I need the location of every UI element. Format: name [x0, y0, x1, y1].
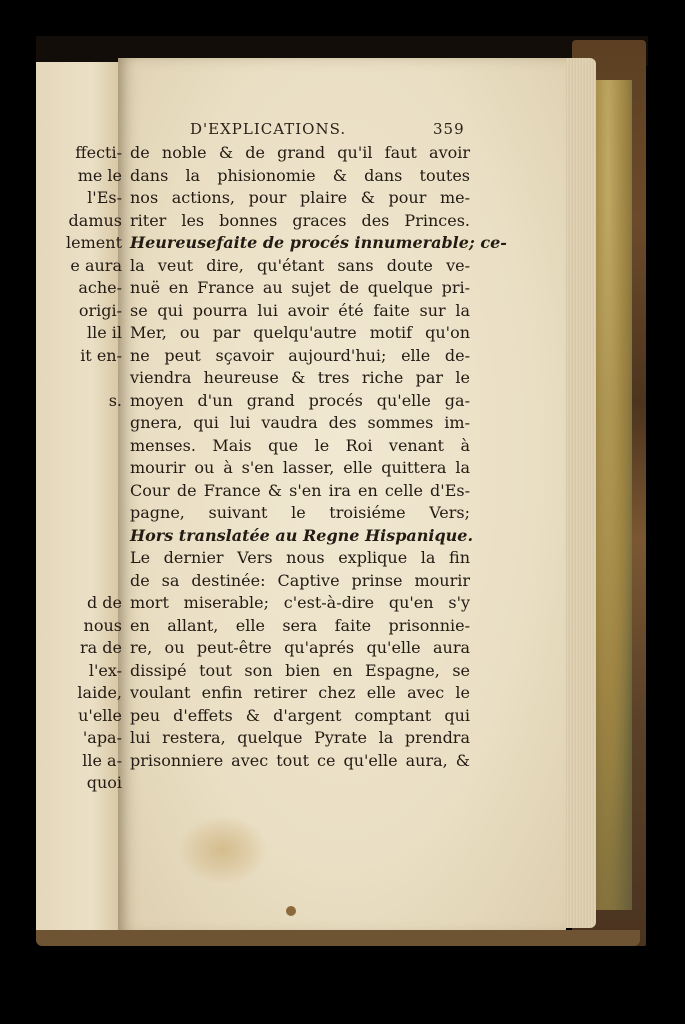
text-line: mourir ou à s'en lasser, elle quittera la [130, 458, 470, 477]
text-line: menses. Mais que le Roi venant à [130, 435, 470, 455]
left-page-fragment: lle a- [82, 750, 122, 770]
text-line: Heureusefaite de procés innumerable; ce- [130, 233, 507, 252]
text-line: nos actions, pour plaire & pour me- [130, 188, 470, 207]
left-page-fragment: lle il [86, 323, 122, 342]
text-line: peu d'effets & d'argent comptant qui [130, 705, 470, 725]
text-line: voulant enfin retirer chez elle avec le [130, 683, 470, 702]
left-page-fragment [36, 412, 122, 435]
text-line: Hors translatée au Regne Hispanique. [130, 525, 474, 545]
text-line: prisonniere avec tout ce qu'elle aura, & [130, 750, 470, 770]
left-page-fragment: ache- [78, 278, 122, 297]
text-line: lui restera, quelque Pyrate la prendra [130, 728, 470, 747]
text-line: re, ou peut-être qu'aprés qu'elle aura [130, 638, 470, 657]
left-page-fragment: quoi [86, 773, 122, 792]
text-line: viendra heureuse & tres riche par le [130, 368, 470, 387]
text-line: la veut dire, qu'étant sans doute ve- [130, 255, 470, 275]
left-page-fragment [36, 435, 122, 458]
left-page-fragment: l'ex- [88, 660, 122, 680]
left-page-fragment: d de [86, 593, 122, 612]
left-page-fragment: s. [108, 390, 122, 410]
text-line: dans la phisionomie & dans toutes [130, 165, 470, 185]
left-page-fragment: it en- [80, 345, 122, 365]
left-page-fragment [36, 480, 122, 503]
text-line: se qui pourra lui avoir été faite sur la [130, 300, 470, 320]
left-page-fragment: laide, [77, 683, 122, 702]
left-page-text [36, 142, 122, 795]
left-page-fragment: 'apa- [82, 728, 122, 747]
left-page-fragment: damus [68, 210, 122, 230]
left-page-fragment [36, 547, 122, 570]
left-page-fragment: ffecti- [75, 143, 122, 162]
left-page-fragment [36, 367, 122, 390]
left-page-fragment: l'Es- [87, 188, 122, 207]
text-line: ne peut sçavoir aujourd'hui; elle de- [130, 345, 470, 365]
left-page-fragment [36, 502, 122, 525]
text-line: Cour de France & s'en ira en celle d'Es- [130, 480, 470, 500]
page-number: 359 [433, 120, 465, 138]
text-line: de noble & de grand qu'il faut avoir [130, 143, 470, 162]
left-page-fragment [36, 570, 122, 593]
foxing-stain [178, 815, 268, 885]
text-line: mort miserable; c'est-à-dire qu'en s'y [130, 593, 470, 612]
text-line: moyen d'un grand procés qu'elle ga- [130, 390, 470, 410]
left-page-fragment: me le [77, 165, 122, 185]
text-line: nuë en France au sujet de quelque pri- [130, 278, 470, 297]
left-page-fragment: nous [83, 615, 122, 635]
text-line: gnera, qui lui vaudra des sommes im- [130, 413, 470, 432]
left-page-fragment [36, 525, 122, 548]
text-line: de sa destinée: Captive prinse mourir [130, 570, 470, 590]
left-page-fragment: e aura [70, 255, 122, 275]
left-page-fragment: lement [66, 233, 122, 252]
text-line: riter les bonnes graces des Princes. [130, 210, 470, 230]
left-page-fragment: u'elle [78, 705, 122, 725]
marbled-endpaper [592, 80, 632, 910]
text-line: Mer, ou par quelqu'autre motif qu'on [130, 323, 470, 342]
ink-spot [286, 906, 296, 916]
left-page-fragment: ra de [80, 638, 122, 657]
left-page-fragment [36, 457, 122, 480]
bottom-background [0, 946, 685, 1024]
text-line: pagne, suivant le troisiéme Vers; [130, 503, 470, 522]
text-line: Le dernier Vers nous explique la fin [130, 548, 470, 567]
left-page-fragment: origi- [78, 300, 122, 320]
text-line: dissipé tout son bien en Espagne, se [130, 660, 470, 680]
running-head: D'EXPLICATIONS. [190, 120, 347, 138]
body-text [130, 142, 507, 772]
bottom-board-edge [36, 930, 640, 946]
text-line: en allant, elle sera faite prisonnie- [130, 615, 470, 635]
